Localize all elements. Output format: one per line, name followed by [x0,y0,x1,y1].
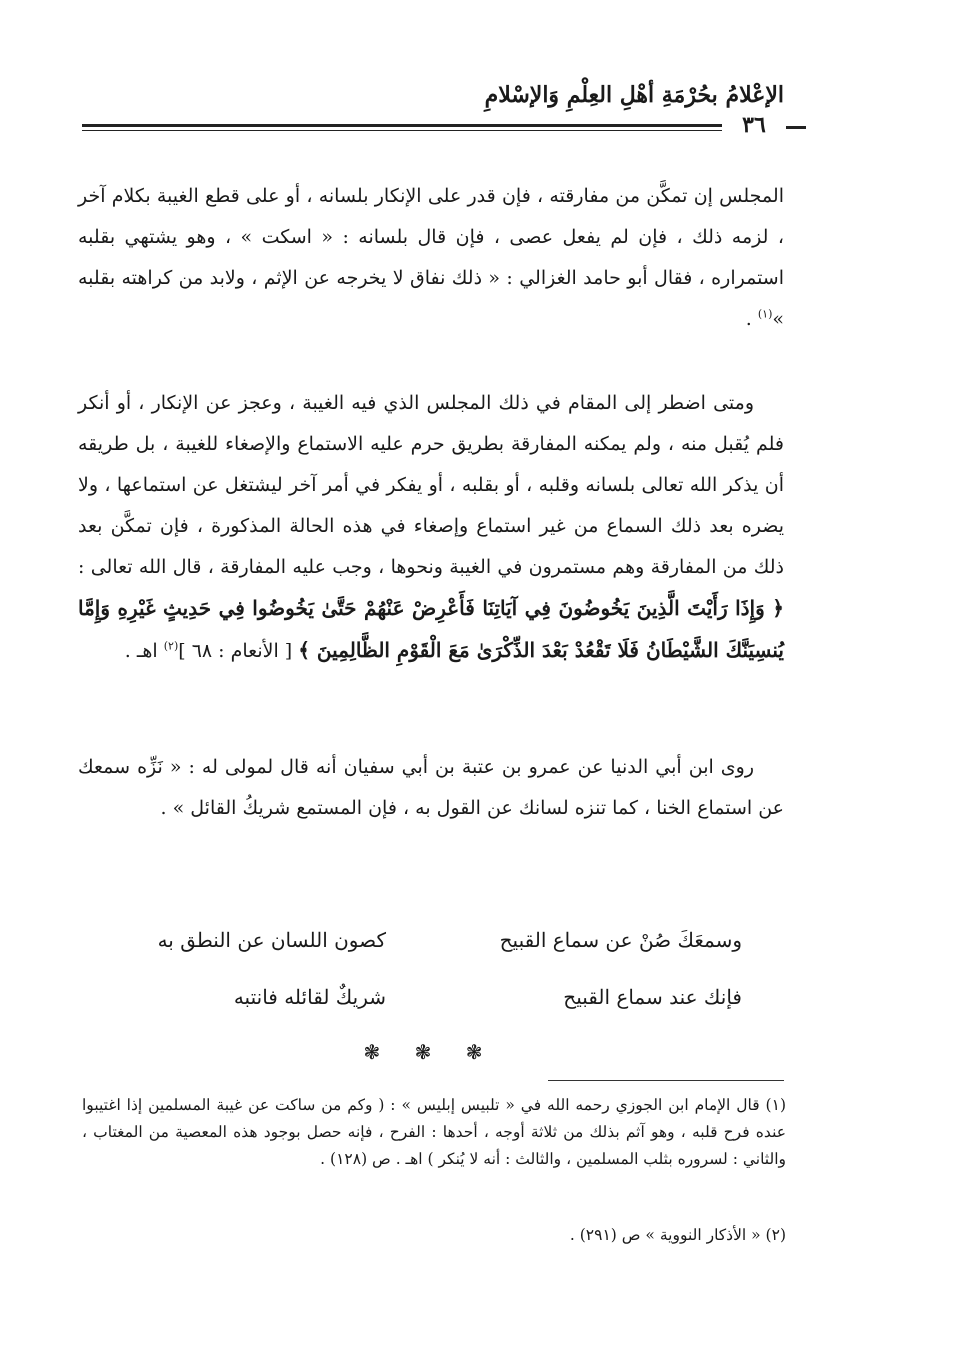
paragraph-2-text: ومتى اضطر إلى المقام في ذلك المجلس الذي فيه الغيبة ، وعجز عن الإنكار ، أو أنكر فلم يُقبل منه ، ولم يمكنه المفارقة بطريق حرم عليه الاستماع والإصغاء للغيبة ، بل طريقه أن يذكر الله تعالى بلسانه وقلبه ، أو بقلبه ، أو يفكر في أمر آخر ليشتغل عن استماعها ، ولا يضره بعد ذلك السماع من غير استماع وإصغاء في هذه الحالة المذكورة ، فإن تمكَّن بعد ذلك من المفارقة وهم مستمرون في الغيبة ونحوها ، وجب عليه المفارقة ، قال الله تعالى : [78,392,784,578]
quran-citation: [ الأنعام : ٦٨ ] [178,640,299,662]
page-number-mark [786,126,806,129]
running-title: الإعْلامُ بحُرْمَةِ أهْلِ العِلْمِ وَالإسْلامِ [484,82,784,108]
page-number: ٣٦ [742,112,766,138]
footnote-1: (١) قال الإمام ابن الجوزي رحمه الله في « تلبيس إبليس » : ( وكم من ساكت عن غيبة المسلمين إذا اغتيبوا عنده فرح قلبه ، وهو آثم بذلك من ثلاثة أوجه ، أحدها : الفرح ، فإنه حصل بوجود هذه المعصية من المغتاب ، والثاني : لسروره بثلب المسلمين ، والثالث : أنه لا يُنكر ) اهـ . ص (١٢٨) . [82,1096,786,1168]
paragraph-2 [78,383,784,672]
footnote-ref-1: (١) [757,307,773,321]
footnote-rule [548,1080,784,1081]
paragraph-2-end: اهـ . [124,640,164,662]
verse-1-first-hemistich: وسمعَكَ صُنْ عن سماع القبيح [499,928,742,952]
footnote-ref-2: (٢) [163,639,179,653]
footnote-2: (٢) « الأذكار النووية » ص (٢٩١) . [569,1226,786,1244]
section-separator-ornament: ❃ ❃ ❃ [363,1040,497,1064]
verse-1-second-hemistich: كصون اللسان عن النطق به [157,928,386,952]
paragraph-3: روى ابن أبي الدنيا عن عمرو بن عتبة بن أبي سفيان أنه قال لمولى له : « نَزِّه سمعك عن استماع الخنا ، كما تنزه لسانك عن القول به ، فإن المستمع شريكُ القائل » . [78,756,784,819]
verse-2-first-hemistich: فإنك عند سماع القبيح [563,985,742,1009]
paragraph-1-end: . [745,308,758,330]
header-rule-thick [82,124,722,127]
paragraph-1 [78,176,784,340]
verse-2-second-hemistich: شريكٌ لقائله فانتبه [233,985,386,1009]
paragraph-1-text: المجلس إن تمكَّن من مفارقته ، فإن قدر على الإنكار بلسانه ، أو على قطع الغيبة بكلام آخر ، لزمه ذلك ، فإن لم يفعل عصى ، فإن قال بلسانه : « اسكت » ، وهو يشتهي بقلبه استمراره ، فقال أبو حامد الغزالي : « ذلك نفاق لا يخرجه عن الإثم ، ولابد من كراهته بقلبه » [78,185,784,330]
header-rule-thin [82,130,722,131]
quran-verse: ﴿ وَإِذَا رَأَيْتَ الَّذِينَ يَخُوضُونَ فِي آيَاتِنَا فَأَعْرِضْ عَنْهُمْ حَتَّىٰ يَخُوضُوا فِي حَدِيثٍ غَيْرِهِ وَإِمَّا يُنسِيَنَّكَ الشَّيْطَانُ فَلَا تَقْعُدْ بَعْدَ الذِّكْرَىٰ مَعَ الْقَوْمِ الظَّالِمِينَ ﴾ [78,596,784,662]
